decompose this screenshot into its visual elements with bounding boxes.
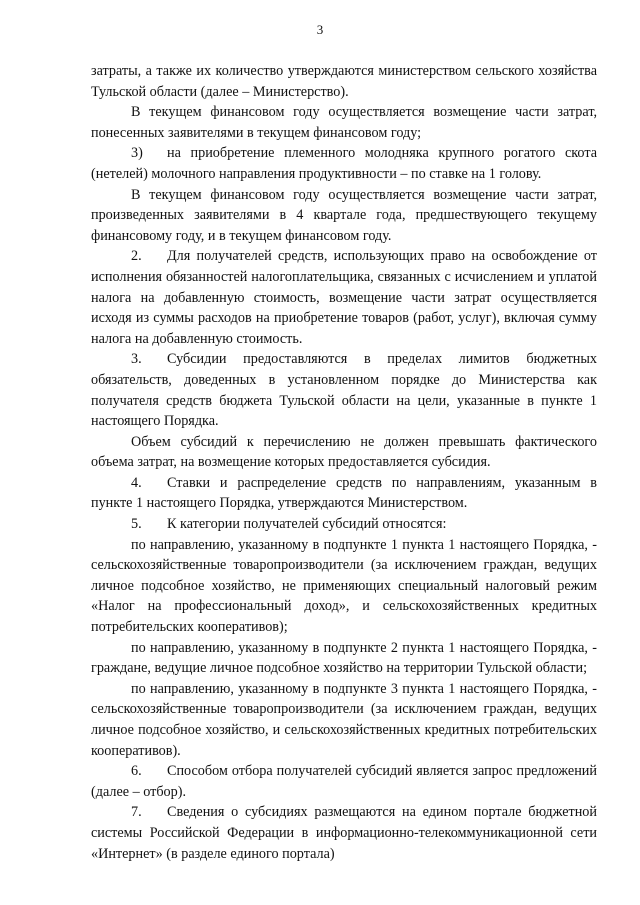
paragraph	[91, 349, 597, 431]
paragraph-number: 3)	[131, 145, 143, 162]
paragraph	[91, 761, 597, 802]
paragraph-text: Объем субсидий к перечислению не должен превышать фактического объема затрат, на возмещение которых предоставляется субсидия.	[91, 433, 597, 471]
paragraph	[91, 61, 597, 102]
paragraph-text: Способом отбора получателей субсидий является запрос предложений (далее – отбор).	[91, 763, 597, 800]
paragraph-text: по направлению, указанному в подпункте 3 пункта 1 настоящего Порядка, - сельскохозяйственные товаропроизводители (за исключением граждан, ведущих личное подсобное хозяйство, и сельскохозяйственных кредитных потребительских кооперативов).	[91, 680, 597, 759]
paragraph-text: Сведения о субсидиях размещаются на едином портале бюджетной системы Российской Федерации в информационно-телекоммуникационной сети «Интернет» (в разделе единого портала)	[91, 804, 597, 862]
paragraph	[91, 102, 597, 143]
paragraph	[91, 679, 597, 761]
paragraph-number: 5.	[131, 516, 142, 533]
paragraph	[91, 143, 597, 184]
paragraph-number: 4.	[131, 474, 142, 491]
paragraph-number: 3.	[131, 351, 142, 368]
paragraph-text: на приобретение племенного молодняка крупного рогатого скота (нетелей) молочного направления продуктивности – по ставке на 1 голову.	[91, 145, 597, 182]
document-body	[91, 61, 597, 864]
paragraph	[91, 473, 597, 514]
paragraph-number: 2.	[131, 248, 142, 265]
paragraph	[91, 802, 597, 864]
paragraph	[91, 535, 597, 638]
page-number: 3	[316, 22, 324, 37]
paragraph-text: В текущем финансовом году осуществляется возмещение части затрат, понесенных заявителями в текущем финансовом году;	[91, 104, 597, 141]
paragraph-text: Ставки и распределение средств по направлениям, указанным в пункте 1 настоящего Порядка, утверждаются Министерством.	[91, 474, 597, 512]
paragraph-text: В текущем финансовом году осуществляется возмещение части затрат, произведенных заявителями в 4 квартале года, предшествующего текущему финансовому году, и в текущем финансовом году.	[91, 186, 597, 244]
paragraph	[91, 638, 597, 679]
paragraph	[91, 432, 597, 473]
paragraph-text: К категории получателей субсидий относятся:	[167, 516, 447, 533]
paragraph-text: Субсидии предоставляются в пределах лимитов бюджетных обязательств, доведенных в установленном порядке до Министерства как получателя средств бюджета Тульской области на цели, указанные в пункте 1 настоящего Порядка.	[91, 351, 597, 430]
paragraph	[91, 246, 597, 349]
paragraph-text: Для получателей средств, использующих право на освобождение от исполнения обязанностей налогоплательщика, связанных с исчислением и уплатой налога на добавленную стоимость, возмещение части затрат осуществляется исходя из суммы расходов на приобретение товаров (работ, услуг), включая сумму налога на добавленную стоимость.	[91, 248, 597, 347]
paragraph	[91, 185, 597, 247]
paragraph-text: по направлению, указанному в подпункте 1 пункта 1 настоящего Порядка, - сельскохозяйственные товаропроизводители (за исключением граждан, ведущих личное подсобное хозяйство, не применяющих специальный налоговый режим «Налог на профессиональный доход», и сельскохозяйственных кредитных потребительских кооперативов);	[91, 536, 597, 636]
paragraph-text: по направлению, указанному в подпункте 2 пункта 1 настоящего Порядка, - граждане, ведущие личное подсобное хозяйство на территории Тульской области;	[91, 639, 597, 677]
paragraph-number: 7.	[131, 804, 142, 821]
paragraph	[91, 514, 597, 535]
paragraph-text: затраты, а также их количество утверждаются министерством сельского хозяйства Тульской области (далее – Министерство).	[91, 63, 597, 100]
paragraph-number: 6.	[131, 763, 142, 780]
